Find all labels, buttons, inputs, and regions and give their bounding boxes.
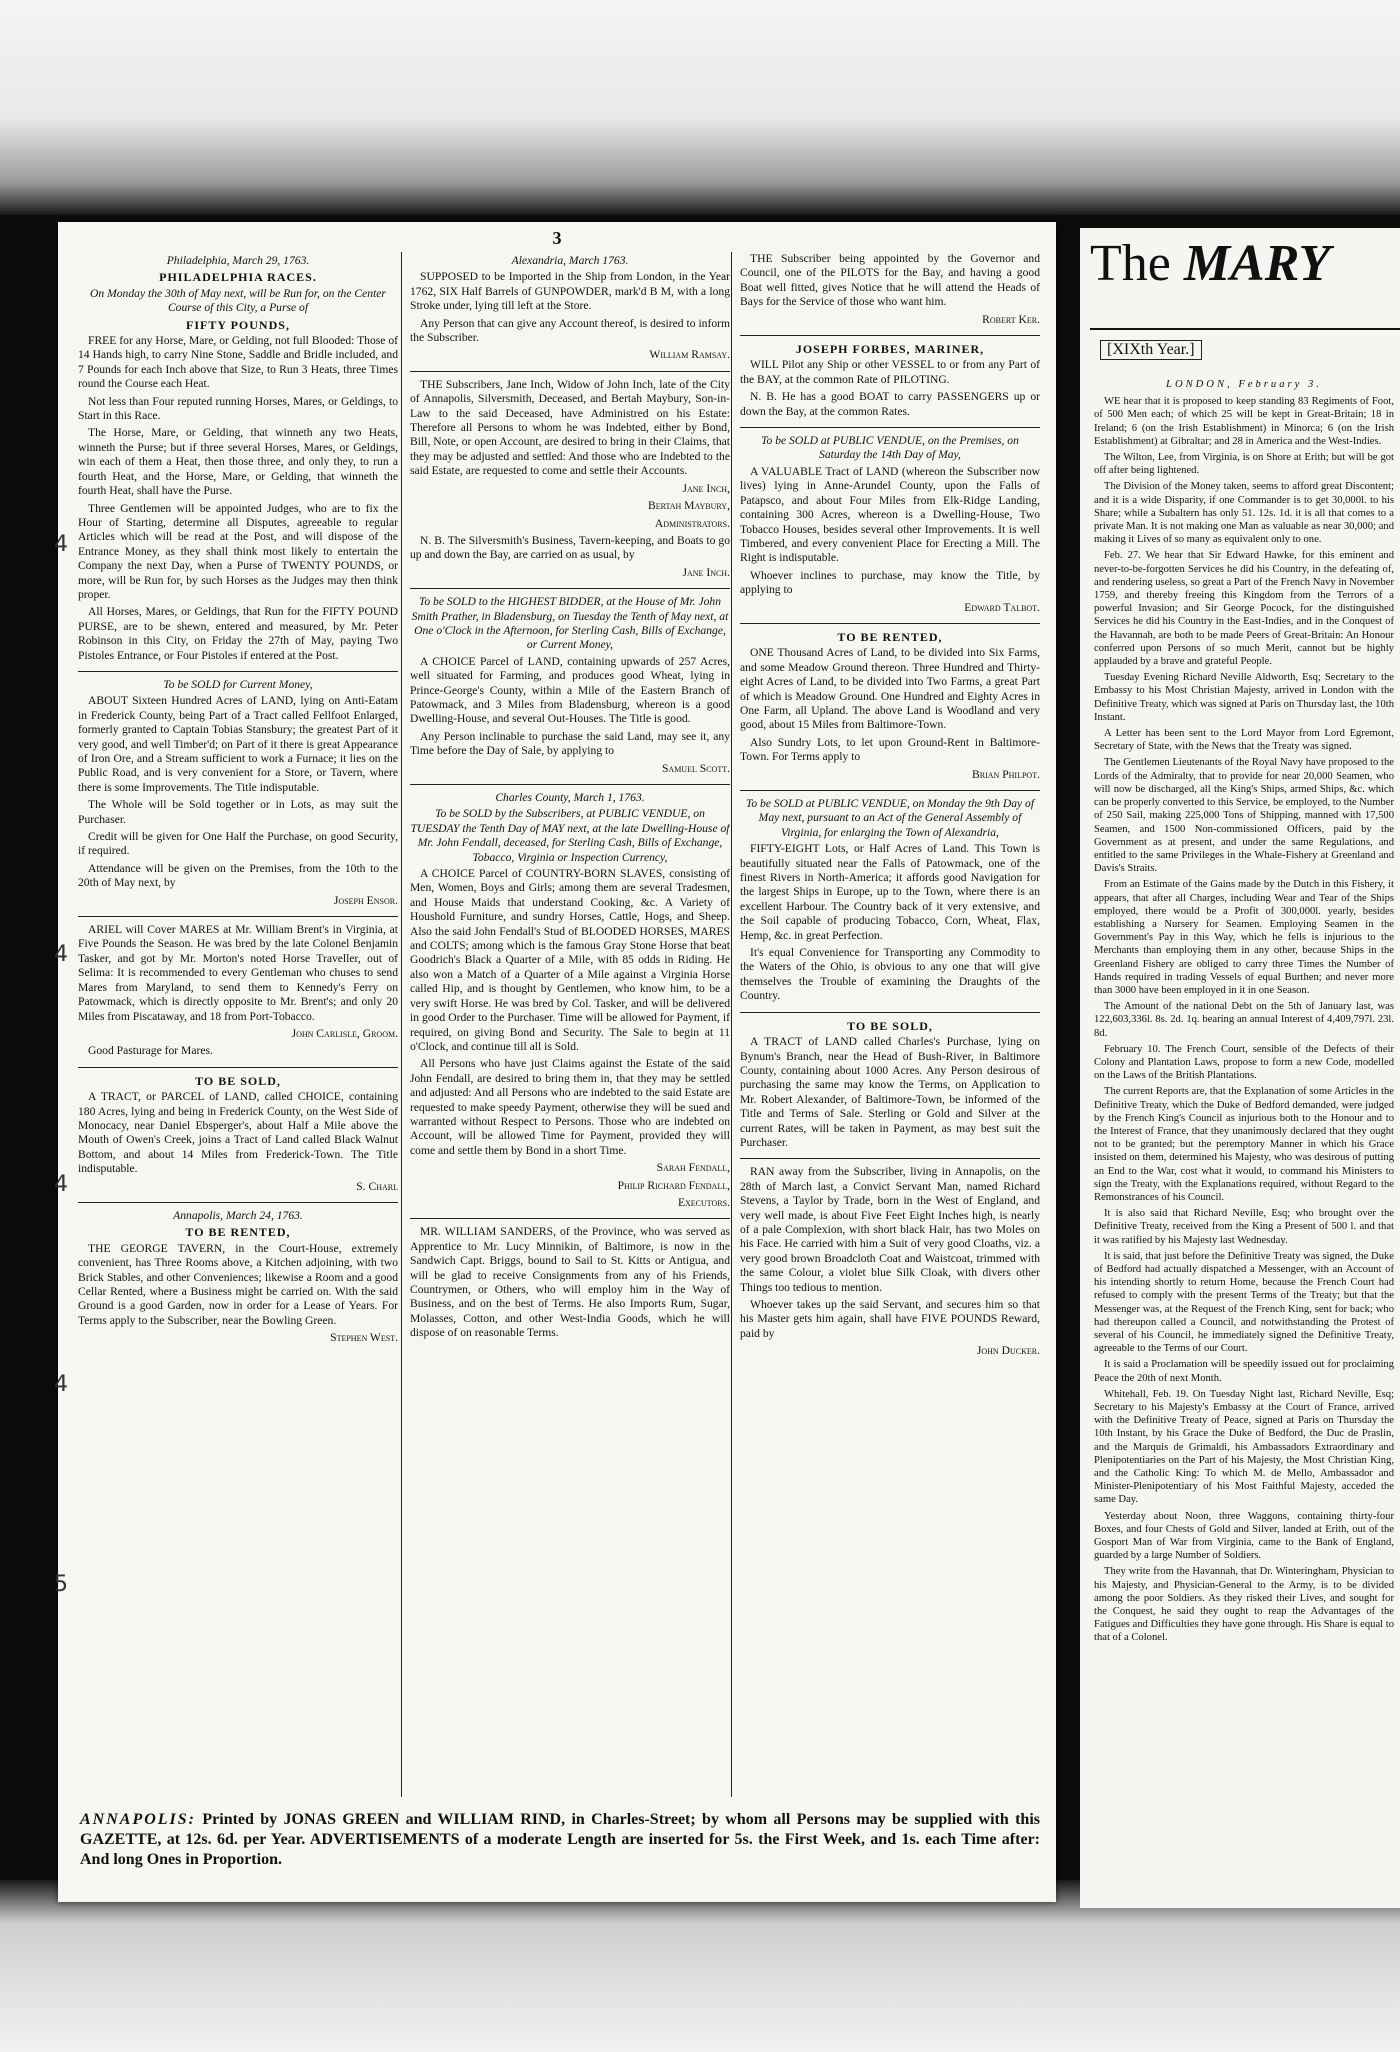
- administrators-label: Administrators.: [654, 516, 730, 530]
- executor-name: Sarah Fendall,: [656, 1161, 730, 1175]
- ad-paragraph: Whoever inclines to purchase, may know the Title, by applying to: [740, 568, 1040, 597]
- ad-heading: PHILADELPHIA RACES.: [159, 270, 317, 285]
- news-paragraph: It is said, that just before the Definitive Treaty was signed, the Duke of Bedford had actually dispatched a Messenger, with an Account of his intending shortly to return Home, because the French Court had refused to comply with the present Terms of the Treaty; but that the Messenger was, at the Request of the French King, sent for back; who had thereupon called a Council, and notwithstanding the Protest of several of his Council, he immediately signed the Definitive Treaty, agreeable to the Terms of our Court.: [1094, 1250, 1394, 1355]
- news-paragraph: The Wilton, Lee, from Virginia, is on Shore at Erith; but will be got off after being lightened.: [1094, 452, 1394, 477]
- ad-paragraph: It's equal Convenience for Transporting any Commodity to the Waters of the Ohio, is obvious to any one that will give themselves the Trouble of examining the Draughts of the Country.: [740, 946, 1040, 1003]
- column-1: [78, 252, 398, 1802]
- ad-paragraph: WILL Pilot any Ship or other VESSEL to or from any Part of the BAY, at the common Rate of PILOTING.: [740, 358, 1040, 386]
- ad-paragraph: N. B. He has a good BOAT to carry PASSENGERS up or down the Bay, at the common Rates.: [740, 390, 1040, 418]
- ad-heading: To be SOLD for Current Money,: [163, 677, 313, 691]
- administrator-name: Jane Inch,: [682, 481, 730, 495]
- news-paragraph: From an Estimate of the Gains made by the Dutch in this Fishery, it appears, that after all Charges, including Wear and Tear of the Ships employed, there would be a Profit of 300,000l. yearly, besides establishing a Nursery for Seamen. Employing Seamen in the Government's Pay in this Way, which he fells is injurious to the Merchants than employing them in any other, because Ships in the Greenland Fishery are obliged to carry three Times the Number of Hands required in trading Vessels of equal Burthen; and never more than 3000 have been employed in it in one Season.: [1094, 879, 1394, 996]
- ad-heading: To be SOLD to the HIGHEST BIDDER, at the House of Mr. John Smith Prather, in Bladensburg, on Tuesday the Tenth of May next, at One o'Clock in the Afternoon, for Sterling Cash, Bills of Exchange, or Current Money,: [411, 595, 729, 652]
- ad-charles-purchase: [740, 1019, 1040, 1160]
- purse-amount: FIFTY POUNDS,: [186, 317, 290, 332]
- news-paragraph: They write from the Havannah, that Dr. Winteringham, Physician to his Majesty, and Physician-General to the Army, is to be divided among the poor Soldiers. As they risked their Lives, and sought for the Conquest, he said they ought to reap the Advantages of the Fatigues and Difficulties they have gone through. His Share is equal to that of a Colonel.: [1094, 1566, 1394, 1644]
- ad-paragraph: All Persons who have just Claims against the Estate of the said John Fendall, are desired to bring them in, that they may be settled and adjusted: And all Persons who are indebted to the said Estate are requested to make speedy Payment, otherwise they will be sued and warranted without Respect to Persons. Those who are indebted on Account, will be allowed Time for Payment, provided they will come and settle them by Bond in a short Time.: [410, 1057, 730, 1157]
- news-paragraph: WE hear that it is proposed to keep standing 83 Regiments of Foot, of 500 Men each; of which 25 will be kept in Great-Britain; 18 in Ireland; 6 (on the Irish Establishment) in Minorca; 6 (on the Irish Establishment) at Gibraltar; and 28 in America and the West-Indies.: [1094, 396, 1394, 447]
- ad-signature: Jane Inch.: [682, 565, 730, 579]
- ad-sanders: [410, 1225, 730, 1348]
- ad-paragraph: A TRACT of LAND called Charles's Purchase, lying on Bynum's Branch, near the Head of Bush-River, in Baltimore County, containing about 1000 Acres. Any Person desirous of purchasing the same may know the Terms, on Application to Mr. Robert Alexander, of Baltimore-Town, be informed of the Title and Terms of Sale. Sterling or Gold and Silver at the current Rates, will be taken in Payment, as may best suit the Purchaser.: [740, 1035, 1040, 1149]
- scanner-background-top: [0, 0, 1400, 215]
- ad-paragraph: Attendance will be given on the Premises, from the 10th to the 20th of May next, by: [78, 861, 398, 890]
- ad-heading: TO BE SOLD,: [847, 1018, 933, 1033]
- ad-paragraph: FREE for any Horse, Mare, or Gelding, not full Blooded: Those of 14 Hands high, to carry Nine Stone, Saddle and Bridle included, and 7 Pounds for each Inch above that Size, to Run 3 Heats, three Times round the Course each Heat.: [78, 334, 398, 391]
- news-paragraph: It is also said that Richard Neville, Esq; who brought over the Definitive Treaty, received from the King a Present of 500 l. and that it was ratified by his Majesty last Wednesday.: [1094, 1208, 1394, 1246]
- ad-paragraph: All Horses, Mares, or Geldings, that Run for the FIFTY POUND PURSE, are to be shewn, entered and measured, by Mr. Peter Robinson in this City, on Friday the 27th of May, paying Two Pistoles Entrance, or Four Pistoles if entered at the Post.: [78, 605, 398, 662]
- masthead-rule: [1090, 328, 1400, 330]
- administrator-name: Bertah Maybury,: [648, 499, 730, 513]
- news-paragraph: Whitehall, Feb. 19. On Tuesday Night last, Richard Neville, Esq; Secretary to his Majesty's Embassy at the Court of France, arrived with the Definitive Treaty of Peace, signed at Paris on Thursday the 10th Instant, by his Grace the Duke of Bedford, the Duc de Praslin, and the Marquis de Grimaldi, his Ambassadors Extraordinary and Plenipotentiaries on the Part of his Majesty, the Most Christian King, and the Catholic King: To which M. de Mello, Ambassador and Minister-Plenipotentiary of his Most Faithful Majesty, acceded the same Day.: [1094, 1388, 1394, 1506]
- dateline: Philadelphia, March 29, 1763.: [166, 254, 310, 267]
- ad-paragraph: ONE Thousand Acres of Land, to be divided into Six Farms, and some Meadow Ground thereon. Three Hundred and Thirty-eight Acres of Land, to be divided into Two Farms, a great Part of which is Meadow Ground. One Hundred and Eighty Acres in One Farm, all Upland. The above Land is Woodland and very good, about 15 Miles from Baltimore-Town.: [740, 646, 1040, 732]
- ad-pilot-ker: [740, 252, 1040, 336]
- news-paragraph: Yesterday about Noon, three Waggons, containing thirty-four Boxes, and four Chests of Gold and Silver, landed at Erith, out of the Gosport Man of War from Virginia, came to the Bank of England, guarded by a large Number of Soldiers.: [1094, 1510, 1394, 1562]
- ad-signature: Stephen West.: [330, 1331, 398, 1345]
- news-paragraph: A Letter has been sent to the Lord Mayor from Lord Egremont, Secretary of State, with the News that the Treaty was signed.: [1094, 728, 1394, 753]
- news-paragraph: The current Reports are, that the Explanation of some Articles in the Definitive Treaty, which the Duke of Bedford demanded, were judged by the French King's Council as injurious both to the Honour and to the Interest of France, that they unanimously declared that they ought not to be granted; but the peremptory Manner in which his Grace insisted on them, determined his Majesty, who was desirous of putting an End to the War, cost what it would, to command his Ministers to sign the Treaty, with the Explanations required, without Regard to the Remonstrances of his Council.: [1094, 1086, 1394, 1203]
- margin-mark: 4: [54, 532, 68, 557]
- ad-heading: TO BE RENTED,: [837, 629, 943, 644]
- masthead: [1090, 234, 1330, 293]
- news-paragraph: The Gentlemen Lieutenants of the Royal Navy have proposed to the Lords of the Admiralty, that to provide for near 20,000 Seamen, who will now be discharged, all the King's Ships, armed Ships, &c. which can be properly converted to this Service, be employed, to the Number of 250 Sail, making 225,000 Tons of Shipping, manned with 17,500 Seamen, and 1500 Non-commissioned Officers, paid by the Government as at present, and under the same Regulations, and entitled to the same Privileges in the Whale-Fishery at Greenland and Davis's Straits.: [1094, 757, 1394, 875]
- colophon: [80, 1810, 1040, 1870]
- ad-paragraph: THE Subscriber being appointed by the Governor and Council, one of the PILOTS for the Bay, and having a good Boat well fitted, gives Notice that he will attend the Heads of Bays for the Service of those who want him.: [740, 252, 1040, 309]
- ad-land-anti-eatam: [78, 678, 398, 917]
- dateline: Annapolis, March 24, 1763.: [173, 1208, 303, 1222]
- column-3: [740, 252, 1040, 1802]
- margin-mark: 4: [54, 942, 68, 967]
- news-paragraph: The Division of the Money taken, seems to afford great Discontent; and it is a wide Disparity, if one Commander is to get 30,000l. to his Share; while a Subaltern has only 51. 12s. 1d. it is all that comes to a private Man. It is not making one Man as valuable as near 30,000; and making it Lives of so many as equivalent only to one.: [1094, 481, 1394, 546]
- ad-signature: Brian Philpot.: [972, 767, 1040, 781]
- ad-paragraph: Good Pasturage for Mares.: [88, 1044, 213, 1058]
- ad-paragraph: A VALUABLE Tract of LAND (whereon the Subscriber now lives) lying in Anne-Arundel County, upon the Falls of Patapsco, and about Four Miles from Elk-Ridge Landing, containing 300 Acres, whereon is a Dwelling-House, Two Tobacco Houses, besides several other Improvements. It is well Timbered, and every convenient Place for Erecting a Mill. The Right is indisputable.: [740, 464, 1040, 565]
- news-paragraph: Tuesday Evening Richard Neville Aldworth, Esq; Secretary to the Embassy to his Most Christian Majesty, arrived in London with the Definitive Treaty, which was signed at Paris on Thursday last, the 10th Instant.: [1094, 672, 1394, 723]
- page-folio: 3: [552, 228, 562, 248]
- ad-paragraph: Credit will be given for One Half the Purchase, on good Security, if required.: [78, 830, 398, 858]
- margin-mark: 5: [54, 1572, 68, 1597]
- ad-talbot-land: [740, 434, 1040, 624]
- ad-paragraph: Also Sundry Lots, to let upon Ground-Rent in Baltimore-Town. For Terms apply to: [740, 735, 1040, 764]
- ad-signature: S. Charl: [356, 1179, 398, 1193]
- ad-paragraph: The Horse, Mare, or Gelding, that winneth any two Heats, winneth the Purse; but if three several Horses, Mares, or Geldings, win each of them a Heat, then those three, and only they, to run a fourth Heat, and the Horse, Mare, or Gelding, that winneth the fourth Heat, shall have the Purse.: [78, 426, 398, 498]
- news-paragraph: The Amount of the national Debt on the 5th of January last, was 122,603,336l. 8s. 2d. 1q. bearing an annual Interest of 4,409,797l. 23l. 8d.: [1094, 1001, 1394, 1039]
- ad-paragraph: THE Subscribers, Jane Inch, Widow of John Inch, late of the City of Annapolis, Silversmith, Deceased, and Bertah Maybury, Son-in-Law to the said Deceased, have Administred on his Estate: Therefore all Persons to whom he was Indebted, either by Bond, Bill, Note, or open Account, are desired to bring in their Claims, that they may be adjusted and settled: And those who are Indebted to the said Estate, are requested to come and settle their Accounts.: [410, 377, 730, 478]
- ad-heading: To be SOLD at PUBLIC VENDUE, on the Premises, on Saturday the 14th Day of May,: [761, 434, 1019, 462]
- ad-signature: Joseph Ensor.: [333, 893, 398, 907]
- ad-heading: TO BE SOLD,: [195, 1073, 281, 1088]
- news-dateline: LONDON, February 3.: [1166, 379, 1322, 390]
- ad-paragraph: Three Gentlemen will be appointed Judges, who are to fix the Hour of Starting, determine all Disputes, agreeable to regular Articles which will be read at the Post, and will dispose of the Entrance Money, as they shall think most likely to entertain the Company the next Day, when a Purse of TWENTY POUNDS, or more, will be Run for, by such Horses as the Judges may then think proper.: [78, 501, 398, 601]
- masthead-title: MARY: [1183, 235, 1331, 292]
- colophon-text: Printed by JONAS GREEN and WILLIAM RIND, in Charles-Street; by whom all Persons may be supplied with this GAZETTE, at 12s. 6d. per Year. ADVERTISEMENTS of a moderate Length are inserted for 5s. the First Week, and 1s. each Time after: And long Ones in Proportion.: [80, 1811, 1041, 1868]
- ad-paragraph: A CHOICE Parcel of LAND, containing upwards of 257 Acres, well situated for Farming, and produces good Wheat, lying in Prince-George's County, within a Mile of the Eastern Branch of Patowmack, and 3 Miles from Bladensburg, whereon is a good Dwelling-House, and several Out-Houses. The Title is good.: [410, 654, 730, 726]
- right-page: [1080, 228, 1400, 1908]
- ad-pilot-forbes: [740, 342, 1040, 428]
- ad-heading: To be SOLD by the Subscribers, at PUBLIC VENDUE, on TUESDAY the Tenth Day of MAY next, at the late Dwelling-House of Mr. John Fendall, deceased, for Sterling Cash, Bills of Exchange, Tobacco, Virginia or Inspection Currency,: [410, 807, 730, 864]
- ad-paragraph: FIFTY-EIGHT Lots, or Half Acres of Land. This Town is beautifully situated near the Falls of Patowmack, one of the finest Rivers in North-America; it affords good Navigation for the largest Ships in Europe, up to the Town, where there is an excellent Harbour. The Country back of it very extensive, and the Soil capable of producing Tobacco, Corn, Wheat, Flax, Hemp, &c. in great Perfection.: [740, 842, 1040, 942]
- ad-ariel-stud: [78, 923, 398, 1068]
- ad-paragraph: Not less than Four reputed running Horses, Mares, or Geldings, to Start in this Race.: [78, 394, 398, 423]
- ad-gunpowder: [410, 254, 730, 372]
- ad-paragraph: RAN away from the Subscriber, living in Annapolis, on the 28th of March last, a Convict Servant Man, named Richard Stevens, a Taylor by Trade, born in the West of England, and very well made, is about Five Feet Eight Inches high, is nearly of a pale Complexion, with short black Hair, has two Moles on his Face. He carried with him a Suit of very good Cloaths, viz. a very good brown Broadcloth Coat and Waistcoat, trimmed with the same Colour, a violet blue Silk Cloak, with divers other Things too tedious to mention.: [740, 1165, 1040, 1294]
- news-paragraph: February 10. The French Court, sensible of the Defects of their Colony and Plantation Laws, propose to form a new Code, modelled on the Laws of the British Plantations.: [1094, 1043, 1394, 1082]
- ad-inch-estate: [410, 378, 730, 589]
- margin-mark: 4: [54, 1372, 68, 1397]
- ad-philadelphia-races: [78, 254, 398, 672]
- ad-fendall-vendue: [410, 791, 730, 1219]
- volume-year: [XIXth Year.]: [1100, 340, 1202, 360]
- news-column: [1094, 378, 1394, 1898]
- ad-alexandria-lots: [740, 797, 1040, 1013]
- ad-paragraph: Any Person that can give any Account thereof, is desired to inform the Subscriber.: [410, 316, 730, 345]
- news-paragraph: Feb. 27. We hear that Sir Edward Hawke, for this eminent and never-to-be-forgotten Services he did his Country, in the defeating of, and rendering useless, so great a Part of the French Navy in November 1759, and thereby freeing this Kingdom from the Terrors of a powerful Invasion; and Sir George Pocock, for the distinguished Services he did his Country in the East-Indies, and in the Conquest of the Havannah, are both to be made Peers of Great-Britain: An Honour conferred upon Persons of so much Merit, cannot but be highly applauded by a brave and grateful People.: [1094, 550, 1394, 668]
- news-paragraph: It is said a Proclamation will be speedily issued out for proclaiming Peace the 20th of next Month.: [1094, 1359, 1394, 1384]
- ad-paragraph: A TRACT, or PARCEL of LAND, called CHOICE, containing 180 Acres, lying and being in Frederick County, on the West Side of Monocacy, near Daniel Ebsperger's, about Half a Mile above the Mouth of Owen's Creek, joins a Tract of Land called Black Walnut Bottom, and about 14 Miles from Frederick-Town. The Title indisputable.: [78, 1090, 398, 1176]
- ad-land-choice: [78, 1074, 398, 1203]
- ad-paragraph: THE GEORGE TAVERN, in the Court-House, extremely convenient, has Three Rooms above, a Kitchen adjoining, with two Brick Stables, and other Conveniences; likewise a Room and a good Cellar Rented, where a Business might be carried on. With the said Ground is a good Garden, now in order for a Lease of Years. For Terms apply to the Subscriber, near the Bowling Green.: [78, 1241, 398, 1327]
- ad-paragraph: SUPPOSED to be Imported in the Ship from London, in the Year 1762, SIX Half Barrels of GUNPOWDER, mark'd B M, with a long Stroke under, lying till left at the Store.: [410, 270, 730, 313]
- ad-subheading: On Monday the 30th of May next, will be Run for, on the Center Course of this City, a Purse of: [90, 286, 386, 315]
- ad-paragraph: Any Person inclinable to purchase the said Land, may see it, any Time before the Day of Sale, by applying to: [410, 729, 730, 758]
- dateline: Charles County, March 1, 1763.: [495, 791, 645, 804]
- ad-heading: To be SOLD at PUBLIC VENDUE, on Monday the 9th Day of May next, pursuant to an Act of the General Assembly of Virginia, for enlarging the Town of Alexandria,: [745, 797, 1035, 839]
- ad-paragraph: N. B. The Silversmith's Business, Tavern-keeping, and Boats to go up and down the Bay, are carried on as usual, by: [410, 533, 730, 562]
- ad-paragraph: MR. WILLIAM SANDERS, of the Province, who was served as Apprentice to Mr. Lucy Minnikin, of Baltimore, is now in the Sandwich Capt. Briggs, bound to Sail to St. Kitts or Antigua, and will be glad to receive Consignments from any of his Friends, Countrymen, or Others, who will employ him in the Way of Business, and on the best of Terms. He also Imports Rum, Sugar, Molasses, Cotton, and other West-India Goods, which he will dispose of on reasonable Terms.: [410, 1225, 730, 1340]
- ad-paragraph: Whoever takes up the said Servant, and secures him so that his Master gets him again, shall have FIVE POUNDS Reward, paid by: [740, 1298, 1040, 1340]
- column-rule: [731, 252, 732, 1797]
- margin-mark: 4: [54, 1172, 68, 1197]
- ad-signature: John Ducker.: [976, 1344, 1040, 1358]
- executor-name: Philip Richard Fendall,: [617, 1178, 730, 1192]
- ad-paragraph: A CHOICE Parcel of COUNTRY-BORN SLAVES, consisting of Men, Women, Boys and Girls; among them are several Tradesmen, and House Maids that understand Cooking, &c. A Variety of Houshold Furniture, and sundry Horses, Cattle, Hogs, and Sheep. Also the said John Fendall's Stud of BLOODED HORSES, MARES and COLTS; among which is the famous Gray Stone Horse that beat Goodrich's Black a Quarter of a Mile, with 85 odds in Riding. He also won a Match of a Quarter of a Mile against a Virginia Horse called Hip, and is thought by Gentlemen, who know him, to be a very swift Horse. He was bred by Col. Tasker, and will be delivered in good Order to the Purchaser. Time will be allowed for Payment, if required, on giving Bond and Security. The Sale to begin at 11 o'Clock, and continue till all is Sold.: [410, 867, 730, 1053]
- ad-george-tavern: [78, 1209, 398, 1354]
- ad-philpot-rent: [740, 630, 1040, 791]
- ad-signature: Edward Talbot.: [964, 600, 1040, 614]
- masthead-the: The: [1090, 235, 1171, 292]
- ad-runaway: [740, 1165, 1040, 1366]
- ad-signature: John Carlisle, Groom.: [291, 1026, 398, 1040]
- ad-paragraph: ABOUT Sixteen Hundred Acres of LAND, lying on Anti-Eatam in Frederick County, being Part of a Tract called Fellfoot Enlarged, formerly granted to Captain Tobias Stansbury; the greatest Part of it very good, and well Timber'd; on Part of it there is great Appearance of Iron Ore, and a Stream sufficient to work a Furnace; it lies on the Public Road, and is very convenient for a Store, or Tavern, where there is some Improvements. The Title indisputable.: [78, 694, 398, 794]
- colophon-place: ANNAPOLIS:: [80, 1811, 197, 1828]
- ad-signature: Samuel Scott.: [661, 761, 730, 775]
- ad-heading: TO BE RENTED,: [185, 1225, 291, 1240]
- left-page: [54, 222, 1056, 1902]
- ad-paragraph: The Whole will be Sold together or in Lots, as may suit the Purchaser.: [78, 798, 398, 826]
- ad-paragraph: ARIEL will Cover MARES at Mr. William Brent's in Virginia, at Five Pounds the Season. He was bred by the late Colonel Benjamin Tasker, and got by Mr. Morton's noted Horse Traveller, out of Selima: It is recommended to every Gentleman who chuses to send Mares from Maryland, to send them to Kennedy's Ferry on Patowmack, which is directly opposite to Mr. Brent's; and only 20 Miles from Piscataway, and 18 from Port-Tobacco.: [78, 923, 398, 1023]
- executors-label: Executors.: [677, 1195, 730, 1209]
- dateline: Alexandria, March 1763.: [511, 254, 629, 267]
- ad-heading: JOSEPH FORBES, MARINER,: [795, 342, 985, 357]
- ad-signature: Robert Ker.: [982, 312, 1040, 326]
- column-rule: [401, 252, 402, 1797]
- ad-bladensburg-land: [410, 595, 730, 785]
- column-2: [410, 252, 730, 1802]
- ad-signature: William Ramsay.: [649, 348, 730, 362]
